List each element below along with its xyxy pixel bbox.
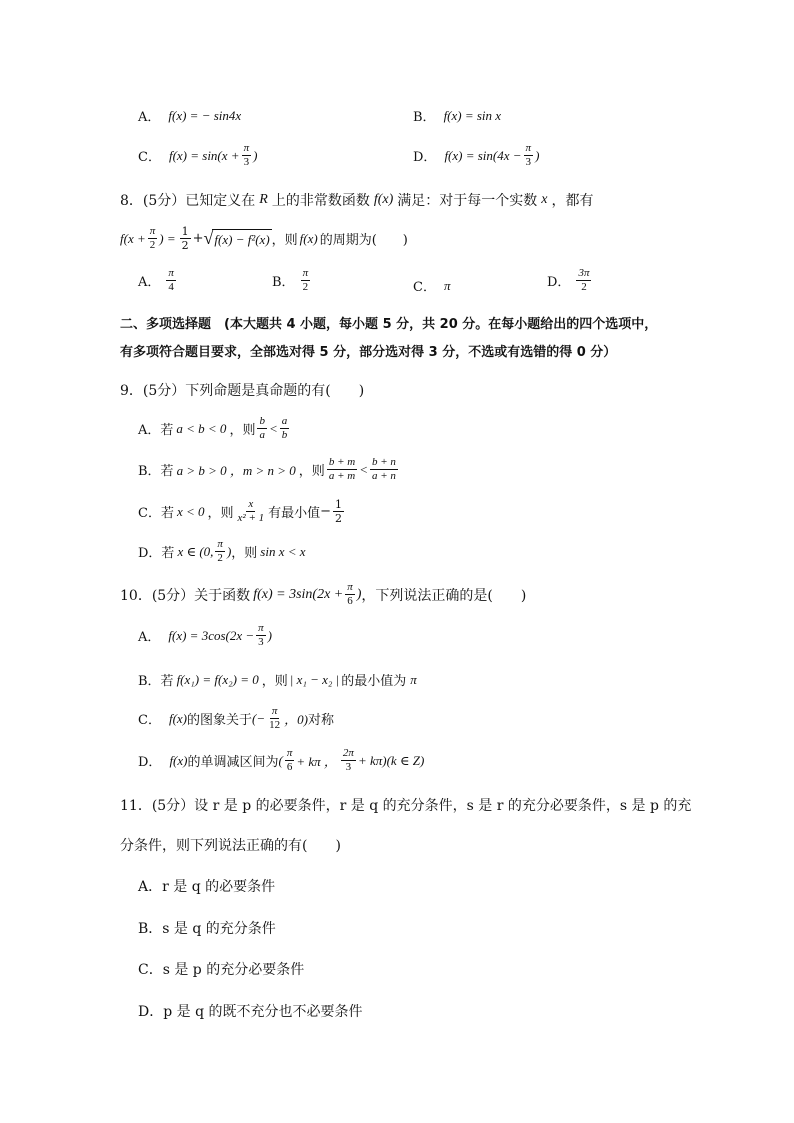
q9-stem: 9．(5分）下列命题是真命题的有( ) (120, 383, 365, 399)
fraction: $\frac{b + n}{a + n}$ (371, 456, 396, 482)
q8-stem: 8．(5分）已知定义在 R 上的非常数函数 f(x) 满足：对于每一个实数 x ，都有 (120, 192, 594, 209)
fraction: $\frac{\pi}{3}$ (258, 622, 264, 648)
q7-option-b: B． f(x) = sin x (413, 107, 502, 125)
section-2-heading-cont: 有多项符合题目要求，全部选对得 5 分，部分选对得 3 分，不选或有选错的得 0 分） (120, 345, 617, 360)
fraction: $\frac{1}{2}$ (335, 498, 343, 525)
q7-option-a: A． f(x) = − sin4x (138, 107, 242, 125)
q10-stem: 10．(5分）关于函数 f(x) = 3sin(2x + $\frac{\pi}{6}$ ) ，下列说法正确的是( ) (120, 581, 527, 607)
q11-option-b: B．s 是 q 的充分条件 (138, 921, 276, 937)
fraction: $\frac{a}{b}$ (281, 415, 288, 441)
fraction: $\frac{\pi}{2}$ (149, 225, 156, 251)
q11-stem: 11．(5分）设 r 是 p 的必要条件，r 是 q 的充分条件，s 是 r 的充分必要条件，s 是 p 的充 (120, 798, 692, 814)
fraction: $\frac{\pi}{2}$ (302, 267, 309, 293)
fraction: $\frac{\pi}{12}$ (269, 705, 281, 731)
q9-option-b: B．若 a > b > 0 ，m > n > 0 ，则 $\frac{b + m}{a + m}$ < $\frac{b + n}{a + n}$ (138, 456, 396, 482)
q9-option-c: C．若 x < 0 ，则 $\frac{x}{\text{x² + 1}}$ 有最小值 − $\frac{1}{2}$ (138, 498, 343, 525)
q8-option-c: C． π (413, 277, 451, 295)
fraction: $\frac{\pi}{6}$ (347, 581, 353, 607)
square-root: √ f(x) − f²(x) (203, 228, 270, 248)
section-2-heading: 二、多项选择题 (本大题共 4 小题，每小题 5 分，共 20 分。在每小题给出的四个选项中， (120, 317, 658, 332)
q10-option-a: A． f(x) = 3cos(2x − $\frac{\pi}{3}$ ) (138, 622, 273, 648)
q10-option-b: B．若 f(x₁) = f(x₂) = 0 ，则 | x₁ − x₂ | 的最小值为 π (138, 671, 417, 689)
fraction: $\frac{\pi}{2}$ (217, 538, 223, 564)
q9-option-a: A．若 a < b < 0 ，则 $\frac{b}{a}$ < $\frac{a}{b}$ (138, 415, 288, 441)
q7-option-c: C． f(x) = sin(x + $\frac{\pi}{3}$ ) (138, 142, 258, 168)
q8-option-a: A． $\frac{\pi}{4}$ (138, 267, 174, 293)
fraction: $\frac{1}{2}$ (181, 225, 189, 252)
fraction: $\frac{3\pi}{2}$ (578, 267, 590, 293)
fraction: $\frac{b + m}{a + m}$ (328, 456, 356, 482)
q8-option-b: B． $\frac{\pi}{2}$ (272, 267, 309, 293)
q11-option-d: D．p 是 q 的既不充分也不必要条件 (138, 1004, 363, 1020)
q11-option-a: A．r 是 q 的必要条件 (138, 879, 276, 895)
q11-stem-cont: 分条件，则下列说法正确的有( ) (120, 838, 341, 854)
q10-option-d: D． f(x) 的单调减区间为 ( $\frac{\pi}{6}$ + kπ ， $\frac{2\pi}{3}$ + kπ)(k ∈ Z) (138, 747, 425, 773)
fraction: $\frac{\pi}{6}$ (286, 747, 293, 773)
fraction: $\frac{b}{a}$ (259, 415, 265, 441)
q9-option-d: D．若 x ∈ (0, $\frac{\pi}{2}$ ) ，则 sin x < x (138, 538, 306, 564)
q8-option-d: D． $\frac{3\pi}{2}$ (547, 267, 590, 293)
fraction: $\frac{\pi}{3}$ (525, 142, 532, 168)
fraction: $\frac{\pi}{4}$ (168, 267, 174, 293)
q10-option-c: C． f(x) 的图象关于 (− $\frac{\pi}{12}$ ，0) 对称 (138, 705, 334, 731)
fraction: $\frac{\pi}{3}$ (243, 142, 250, 168)
q7-option-d: D． f(x) = sin(4x − $\frac{\pi}{3}$ ) (413, 142, 540, 168)
fraction: $\frac{x}{\text{x² + 1}}$ (237, 498, 265, 524)
q11-option-c: C．s 是 p 的充分必要条件 (138, 962, 305, 978)
fraction: $\frac{2\pi}{3}$ (342, 747, 354, 773)
q8-equation: f(x + $\frac{\pi}{2}$ ) = $\frac{1}{2}$ + √ f(x) − f²(x) ，则 f(x) 的周期为( ) (120, 225, 408, 252)
